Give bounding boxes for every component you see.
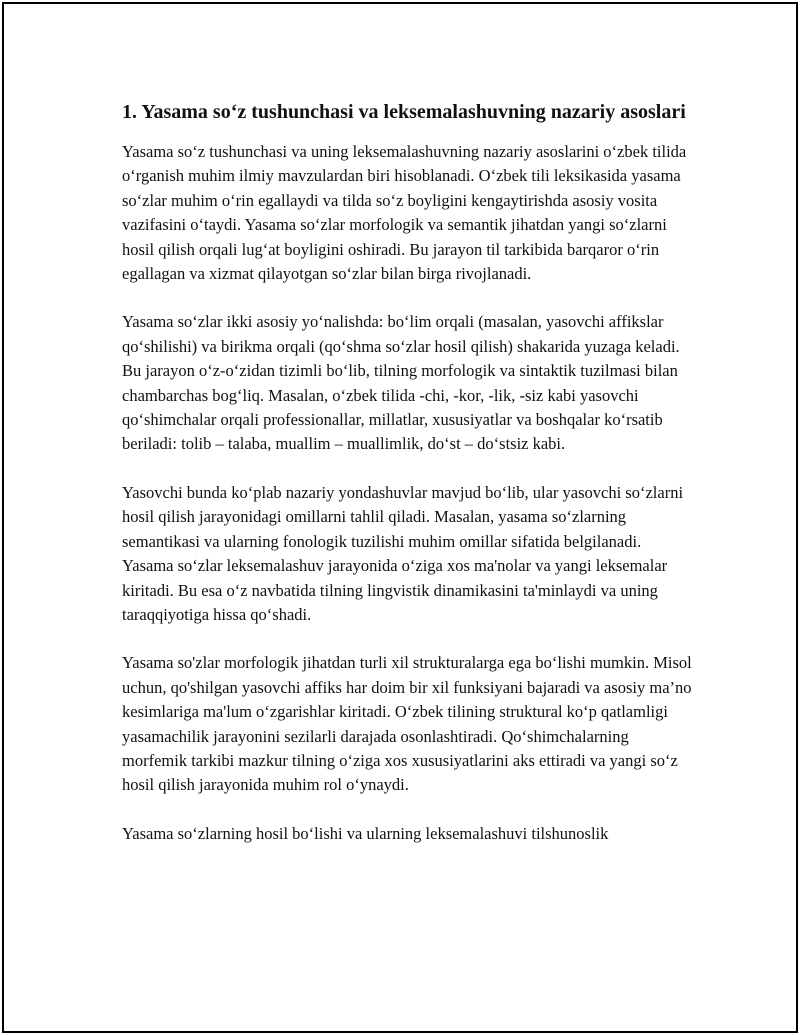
paragraph-4: Yasama so'zlar morfologik jihatdan turli xil strukturalarga ega bo‘lishi mumkin. Misol uchun, qo'shilgan yasovchi affiks har doim bir xil funksiyani bajaradi va asosiy ma’no kesimlariga ma'lum o‘zgarishlar kiritadi. O‘zbek tilining struktural ko‘p qatlamligi yasamachilik jarayonini sezilarli darajada osonlashtiradi. Qo‘shimchalarning morfemik tarkibi mazkur tilning o‘ziga xos xususiyatlarini aks ettiradi va yangi so‘z hosil qilish jarayonida muhim rol o‘ynaydi. xyxy=(122,653,692,795)
section-heading: 1. Yasama so‘z tushunchasi va leksemalashuvning nazariy asoslari xyxy=(122,101,686,123)
paragraph-1: Yasama so‘z tushunchasi va uning leksemalashuvning nazariy asoslarini o‘zbek tilida o‘rganish muhim ilmiy mavzulardan biri hisoblanadi. O‘zbek tili leksikasida yasama so‘zlar muhim o‘rin egallaydi va tilda so‘z boyligini kengaytirishda asosiy vosita vazifasini o‘taydi. Yasama so‘zlar morfologik va semantik jihatdan yangi so‘zlarni hosil qilish orqali lug‘at boyligini oshiradi. Bu jarayon til tarkibida barqaror o‘rin egallagan va xizmat qilayotgan so‘zlar bilan birga rivojlanadi. xyxy=(122,142,687,284)
page-frame xyxy=(2,2,798,1033)
paragraph-2: Yasama so‘zlar ikki asosiy yo‘nalishda: bo‘lim orqali (masalan, yasovchi affikslar qo‘shilishi) va birikma orqali (qo‘shma so‘zlar hosil qilish) shakarida yuzaga keladi. Bu jarayon o‘z-o‘zidan tizimli bo‘lib, tilning morfologik va sintaktik tuzilmasi bilan chambarchas bog‘liq. Masalan, o‘zbek tilida -chi, -kor, -lik, -siz kabi yasovchi qo‘shimchalar orqali professionallar, millatlar, xususiyatlar va boshqalar ko‘rsatib beriladi: tolib – talaba, muallim – muallimlik, do‘st – do‘stsiz kabi. xyxy=(122,312,680,454)
document-body xyxy=(122,98,694,870)
paragraph-5: Yasama so‘zlarning hosil bo‘lishi va ularning leksemalashuvi tilshunoslik xyxy=(122,823,609,843)
paragraph-3: Yasovchi bunda ko‘plab nazariy yondashuvlar mavjud bo‘lib, ular yasovchi so‘zlarni hosil qilish jarayonidagi omillarni tahlil qiladi. Masalan, yasama so‘zlarning semantikasi va ularning fonologik tuzilishi muhim omillar sifatida belgilanadi. Yasama so‘zlar leksemalashuv jarayonida o‘ziga xos ma'nolar va yangi leksemalar kiritadi. Bu esa o‘z navbatida tilning lingvistik dinamikasini ta'minlaydi va uning taraqqiyotiga hissa qo‘shadi. xyxy=(122,482,684,624)
